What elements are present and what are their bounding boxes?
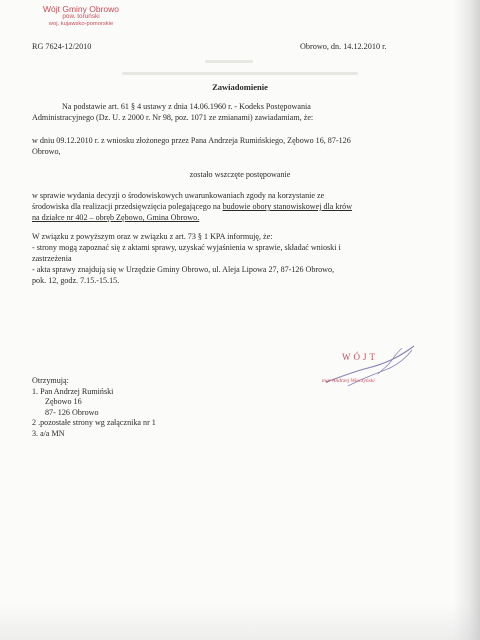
bleed-through-mark [205, 60, 253, 63]
paragraph-1-line-2: Administracyjnego (Dz. U. z 2000 r. Nr 98, poz. 1071 ze zmianami) zawiadamiam, że: [32, 113, 314, 122]
paragraph-4-line-2 [32, 202, 352, 213]
recipients-heading: Otrzymują: [32, 376, 69, 385]
reference-number: RG 7624-12/2010 [32, 42, 92, 51]
scan-shadow-right [454, 0, 480, 640]
recipient-2: 2 .pozostałe strony wg załącznika nr 1 [32, 418, 156, 428]
stamp-line-3: woj. kujawsko-pomorskie [48, 21, 114, 28]
recipient-1-address-street: Zębowo 16 [45, 397, 82, 407]
paragraph-4-line-1: w sprawie wydania decyzji o środowiskowych uwarunkowaniach zgody na korzystanie ze [32, 191, 325, 200]
recipients-list [32, 376, 156, 440]
paragraph-5-line-2: - strony mogą zapoznać się z aktami sprawy, uzyskać wyjaśnienia w sprawie, składać wnioski i [32, 243, 341, 252]
signature-name: mgr Andrzej Wieczyński [322, 378, 375, 384]
mayor-signature [318, 338, 428, 398]
paragraph-2-line-2: Obrowo, [32, 147, 61, 156]
proceedings-initiated: zostało wszczęte postępowanie [189, 170, 291, 179]
stamp-line-2: pow. toruński [62, 13, 100, 21]
paragraph-5-line-4: - akta sprawy znajdują się w Urzędzie Gminy Obrowo, ul. Aleja Lipowa 27, 87-126 Obrowo, [32, 265, 335, 274]
signature-scribble [318, 338, 428, 398]
paragraph-5-line-1: W związku z powyższym oraz w związku z art. 73 § 1 KPA informuję, że: [32, 232, 273, 241]
bleed-through-mark [122, 72, 358, 75]
project-description: budowie obory stanowiskowej dla krów [222, 202, 353, 211]
signature-title: WÓJT [342, 352, 378, 362]
paragraph-2-line-1: w dniu 09.12.2010 r. z wniosku złożonego przez Pana Andrzeja Rumińskiego, Zębowo 16, 87-126 [32, 136, 351, 145]
recipient-3: 3. a/a MN [32, 428, 65, 438]
recipient-1-address-city: 87- 126 Obrowo [45, 407, 99, 417]
scan-shadow-bottom [0, 604, 480, 640]
stamp-line-1: Wójt Gminy Obrowo [42, 4, 120, 14]
document-title: Zawiadomienie [212, 82, 268, 92]
paragraph-5-line-5: pok. 12, godz. 7.15.-15.15. [32, 276, 120, 285]
office-stamp [34, 5, 128, 27]
recipient-1: 1. Pan Andrzej Rumiński [32, 386, 114, 396]
document-date: Obrowo, dn. 14.12.2010 r. [300, 42, 387, 51]
paragraph-1-line-1: Na podstawie art. 61 § 4 ustawy z dnia 14.06.1960 r. - Kodeks Postępowania [62, 102, 311, 111]
plot-location: na działce nr 402 – obręb Zębowo, Gmina Obrowo. [32, 213, 200, 222]
paragraph-4-line-2-text: środowiska dla realizacji przedsięwzięcia polegającego na [32, 202, 223, 211]
paragraph-5-line-3: zastrzeżenia [32, 254, 72, 263]
